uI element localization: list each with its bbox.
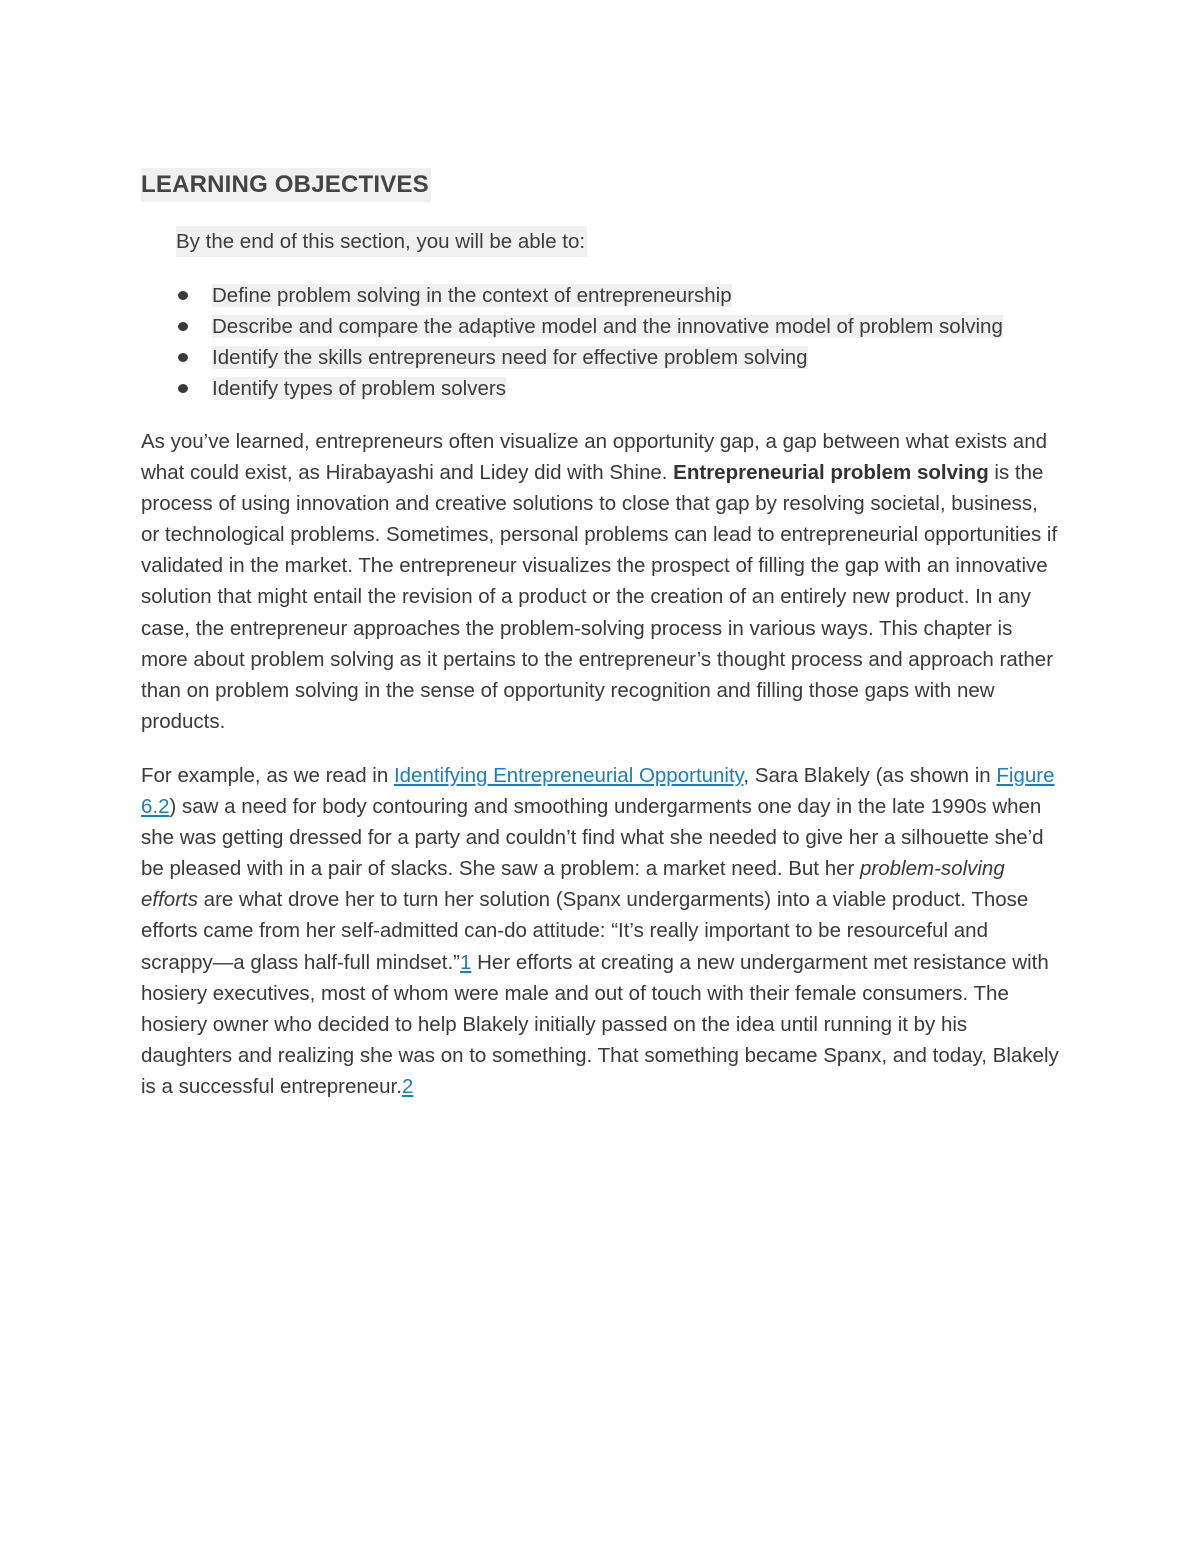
footnote-link-1[interactable]: 1: [460, 950, 472, 974]
body-paragraph-2: [141, 760, 1061, 1102]
footnote-link-2[interactable]: 2: [401, 1074, 414, 1098]
identifying-opportunity-link[interactable]: Identifying Entrepreneurial Opportunity: [393, 763, 744, 787]
bullet-icon: [178, 384, 188, 393]
document-page: [141, 168, 1061, 1102]
learning-objectives-block: [176, 226, 1061, 404]
paragraph-text: As you’ve learned, entrepreneurs often visualize an opportunity gap, a gap between what exists and what could exist, as Hirabayashi and Lidey did with Shine.: [141, 430, 1047, 485]
paragraph-text: For example, as we read in: [141, 763, 394, 787]
body-paragraph-1: [141, 426, 1061, 737]
bold-term: Entrepreneurial problem solving: [673, 461, 989, 485]
learning-objectives-heading: LEARNING OBJECTIVES: [141, 168, 431, 202]
figure-link[interactable]: Figure 6.2: [141, 763, 1055, 819]
objective-text: Identify types of problem solvers: [212, 377, 506, 400]
objectives-list: [176, 280, 1061, 404]
italic-term: problem-solving efforts: [141, 857, 1005, 912]
objective-text: Define problem solving in the context of entrepreneurship: [212, 284, 732, 307]
objective-text: Describe and compare the adaptive model and the innovative model of problem solving: [212, 315, 1003, 338]
list-item: [176, 311, 1061, 342]
paragraph-text: ) saw a need for body contouring and smoothing undergarments one day in the late 1990s when she was getting dressed for a party and couldn’t find what she needed to give her a silhouette she’d be pleased with in a pair of slacks. She saw a problem: a market need. But her: [141, 795, 1044, 881]
objective-text: Identify the skills entrepreneurs need for effective problem solving: [212, 346, 808, 369]
list-item: [176, 373, 1061, 404]
bullet-icon: [178, 353, 188, 362]
bullet-icon: [178, 291, 188, 300]
bullet-icon: [178, 322, 188, 331]
list-item: [176, 280, 1061, 311]
paragraph-text: Her efforts at creating a new undergarment met resistance with hosiery executives, most of whom were male and out of touch with their female consumers. The hosiery owner who decided to help Blakely initially passed on the idea until running it by his daughters and realizing she was on to something. That something became Spanx, and today, Blakely is a successful entrepreneur.: [141, 950, 1059, 1098]
paragraph-text: is the process of using innovation and creative solutions to close that gap by resolving societal, business, or technological problems. Sometimes, personal problems can lead to entrepreneurial opportunities if validated in the market. The entrepreneur visualizes the prospect of filling the gap with an innovative solution that might entail the revision of a product or the creation of an entirely new product. In any case, the entrepreneur approaches the problem-solving process in various ways. This chapter is more about problem solving as it pertains to the entrepreneur’s thought process and approach rather than on problem solving in the sense of opportunity recognition and filling those gaps with new products.: [141, 461, 1058, 733]
list-item: [176, 342, 1061, 373]
paragraph-text: , Sara Blakely (as shown in: [743, 763, 997, 787]
paragraph-text: are what drove her to turn her solution (Spanx undergarments) into a viable product. Those efforts came from her self-admitted can-do attitude: “It’s really important to be resourceful and scrappy—a glass half-full mindset.”: [141, 888, 1029, 974]
objectives-intro: By the end of this section, you will be able to:: [176, 226, 587, 257]
